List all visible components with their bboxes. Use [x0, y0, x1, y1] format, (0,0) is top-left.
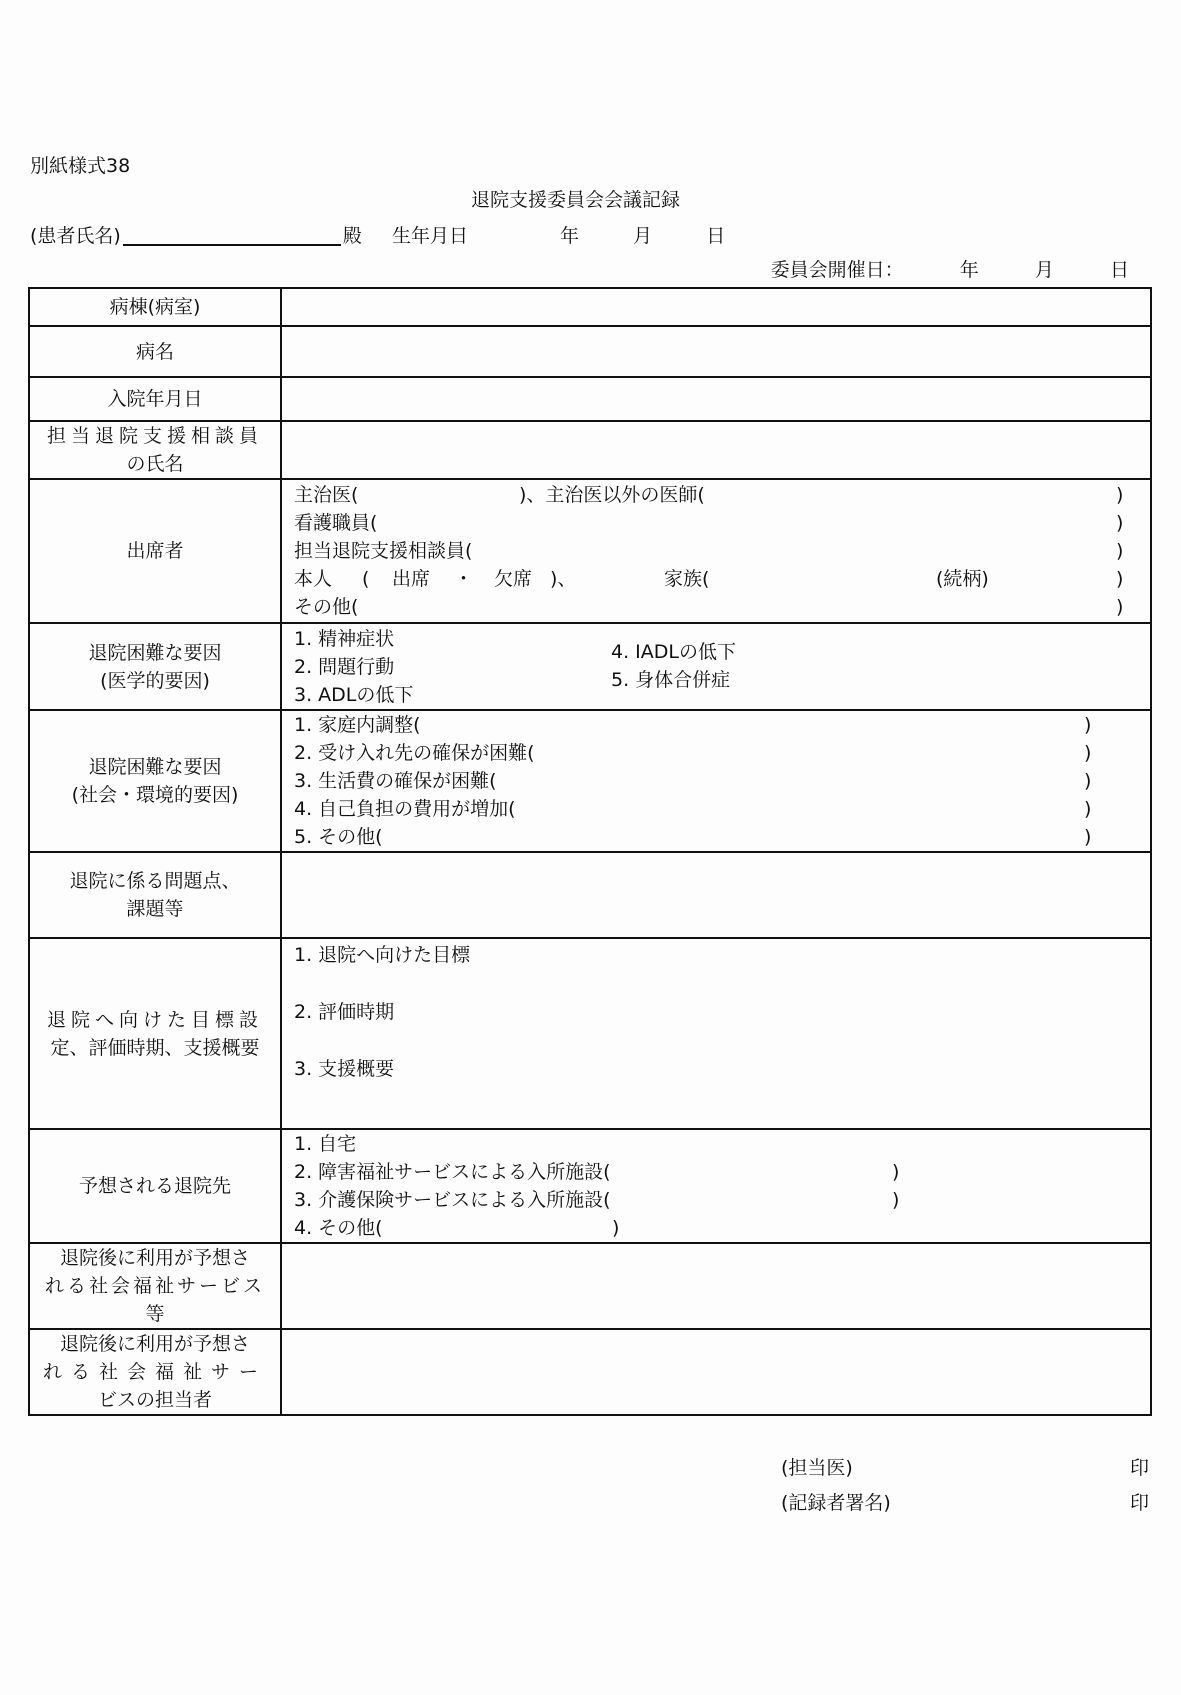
row-issues — [29, 852, 1151, 938]
welfare-services-label — [29, 1243, 281, 1329]
row-goals — [29, 938, 1151, 1129]
social-factors-field — [281, 710, 1151, 852]
patient-self-label: 本人 — [294, 568, 333, 590]
welfare-services-label-line3: 等 — [145, 1303, 165, 1325]
welfare-contact-label-line3: ビスの担当者 — [97, 1389, 212, 1411]
goals-label-line1: 退院へ向けた目標設 — [46, 1008, 263, 1031]
birth-month-unit: 月 — [633, 225, 653, 247]
destination-option[interactable] — [294, 1130, 1150, 1158]
medical-factor-option[interactable]: 4. IADLの低下 — [611, 640, 736, 663]
row-destination — [29, 1129, 1151, 1243]
social-factor-option[interactable] — [294, 823, 1150, 851]
attendees-label: 出席者 — [29, 479, 281, 623]
honorific: 殿 — [342, 225, 362, 247]
social-factor-option[interactable] — [294, 739, 1150, 767]
close-paren: ) — [1116, 512, 1124, 534]
medical-factor-option[interactable]: 3. ADLの低下 — [294, 683, 414, 706]
welfare-contact-label-line1: 退院後に利用が予想さ — [59, 1333, 250, 1355]
recorder-seal[interactable]: 印 — [1130, 1492, 1150, 1514]
close-paren: ) — [892, 1189, 900, 1211]
family-label: 家族( — [664, 568, 710, 590]
close-paren: ) — [1116, 596, 1124, 618]
counselor-label — [29, 421, 281, 479]
option-text: 2. 受け入れ先の確保が困難( — [294, 742, 535, 764]
welfare-services-label-line1: 退院後に利用が予想さ — [59, 1247, 250, 1269]
row-counselor — [29, 421, 1151, 479]
destination-field — [281, 1129, 1151, 1243]
destination-option[interactable] — [294, 1186, 1150, 1214]
open-paren: ( — [362, 568, 370, 590]
patient-line — [30, 226, 725, 246]
social-factors-label-line1: 退院困難な要因 — [88, 756, 222, 778]
counselor-label-line2: の氏名 — [126, 453, 184, 475]
birth-day-unit: 日 — [706, 225, 726, 247]
option-text: 5. その他( — [294, 826, 383, 848]
admission-date-field[interactable] — [281, 377, 1151, 421]
destination-label: 予想される退院先 — [29, 1129, 281, 1243]
attending-physician-signature-label: (担当医) — [781, 1457, 853, 1479]
evaluation-period-item: 2. 評価時期 — [294, 1001, 395, 1023]
option-text: 4. その他( — [294, 1217, 383, 1239]
social-factors-label — [29, 710, 281, 852]
goals-label-line2: 定、評価時期、支援概要 — [50, 1036, 260, 1059]
relationship-label: (続柄) — [936, 568, 989, 590]
birth-date-label: 生年月日 — [391, 225, 468, 247]
welfare-contact-label-line2: れる社会福祉サー — [42, 1361, 267, 1383]
destination-option[interactable] — [294, 1158, 1150, 1186]
attending-physician-seal[interactable]: 印 — [1130, 1457, 1150, 1479]
attendee-line-counselor — [294, 537, 1150, 565]
other-attendee-label: その他( — [294, 596, 359, 618]
form-id: 別紙様式38 — [30, 155, 131, 177]
medical-factor-option[interactable]: 2. 問題行動 — [294, 655, 395, 678]
close-paren: ) — [1084, 798, 1092, 820]
option-text: 1. 家庭内調整( — [294, 714, 421, 736]
counselor-attendee-label: 担当退院支援相談員( — [294, 540, 473, 562]
close-paren: ) — [892, 1161, 900, 1183]
counselor-field[interactable] — [281, 421, 1151, 479]
close-paren: ) — [1084, 826, 1092, 848]
close-paren: ) — [1116, 568, 1124, 590]
close-paren: ) — [1116, 484, 1124, 506]
attendee-line-nurse — [294, 509, 1150, 537]
row-attendees — [29, 479, 1151, 623]
option-text: 1. 自宅 — [294, 1133, 357, 1155]
medical-factors-field — [281, 623, 1151, 710]
patient-name-field[interactable] — [123, 226, 341, 246]
admission-date-label: 入院年月日 — [29, 377, 281, 421]
close-paren: ) — [1084, 714, 1092, 736]
present-option[interactable]: 出席 — [392, 568, 431, 590]
row-welfare-contact — [29, 1329, 1151, 1415]
issues-field[interactable] — [281, 852, 1151, 938]
destination-option[interactable] — [294, 1214, 1150, 1242]
meeting-date-label: 委員会開催日： — [770, 259, 904, 281]
row-welfare-services — [29, 1243, 1151, 1329]
option-text: 3. 介護保険サービスによる入所施設( — [294, 1189, 611, 1211]
medical-factor-option[interactable]: 5. 身体合併症 — [611, 668, 731, 691]
welfare-services-field[interactable] — [281, 1243, 1151, 1329]
meeting-date — [771, 261, 1129, 280]
row-medical-factors — [29, 623, 1151, 710]
recorder-signature-label: (記録者署名) — [781, 1492, 891, 1514]
row-ward — [29, 288, 1151, 326]
attendee-line-doctors — [294, 481, 1150, 509]
separator: ・ — [454, 568, 474, 590]
goals-label — [29, 938, 281, 1129]
social-factor-option[interactable] — [294, 795, 1150, 823]
other-physician-label: )、主治医以外の医師( — [519, 484, 705, 506]
welfare-contact-label — [29, 1329, 281, 1415]
welfare-services-label-line2: れる社会福祉サービス — [44, 1275, 265, 1297]
social-factor-option[interactable] — [294, 767, 1150, 795]
medical-factors-label-line2: (医学的要因) — [100, 669, 210, 692]
social-factors-label-line2: (社会・環境的要因) — [71, 784, 239, 806]
document-title: 退院支援委員会会議記録 — [471, 189, 681, 211]
birth-year-unit: 年 — [560, 225, 580, 247]
option-text: 3. 生活費の確保が困難( — [294, 770, 497, 792]
option-text: 4. 自己負担の費用が増加( — [294, 798, 516, 820]
ward-label: 病棟(病室) — [29, 288, 281, 326]
counselor-label-line1: 担当退院支援相談員 — [46, 425, 263, 447]
social-factor-option[interactable] — [294, 711, 1150, 739]
row-disease — [29, 326, 1151, 377]
support-summary-item: 3. 支援概要 — [294, 1058, 395, 1080]
attendee-line-patient-family — [294, 565, 1150, 593]
row-admission-date — [29, 377, 1151, 421]
meeting-year-unit: 年 — [959, 259, 979, 281]
issues-label-line1: 退院に係る問題点、 — [69, 870, 241, 892]
medical-factors-label-line1: 退院困難な要因 — [88, 641, 222, 664]
attendees-field[interactable] — [281, 479, 1151, 623]
issues-label-line2: 課題等 — [126, 898, 184, 920]
welfare-contact-field[interactable] — [281, 1329, 1151, 1415]
ward-field[interactable] — [281, 288, 1151, 326]
meeting-record-table — [28, 287, 1152, 1416]
medical-factors-label — [29, 623, 281, 710]
meeting-month-unit: 月 — [1034, 259, 1054, 281]
disease-field[interactable] — [281, 326, 1151, 377]
disease-label: 病名 — [29, 326, 281, 377]
close-paren: ) — [1116, 540, 1124, 562]
goal-item: 1. 退院へ向けた目標 — [294, 944, 471, 966]
close-paren: ) — [1084, 742, 1092, 764]
patient-name-label: (患者氏名) — [30, 225, 121, 247]
close-paren: ) — [1084, 770, 1092, 792]
medical-factor-option[interactable]: 1. 精神症状 — [294, 627, 395, 650]
close-paren: )、 — [550, 568, 577, 590]
attending-physician-label: 主治医( — [294, 484, 359, 506]
issues-label — [29, 852, 281, 938]
meeting-day-unit: 日 — [1109, 259, 1129, 281]
goals-field[interactable] — [281, 938, 1151, 1129]
option-text: 2. 障害福祉サービスによる入所施設( — [294, 1161, 611, 1183]
attendee-line-other — [294, 593, 1150, 621]
row-social-factors — [29, 710, 1151, 852]
nurse-label: 看護職員( — [294, 512, 378, 534]
absent-option[interactable]: 欠席 — [494, 568, 533, 590]
close-paren: ) — [612, 1217, 620, 1239]
